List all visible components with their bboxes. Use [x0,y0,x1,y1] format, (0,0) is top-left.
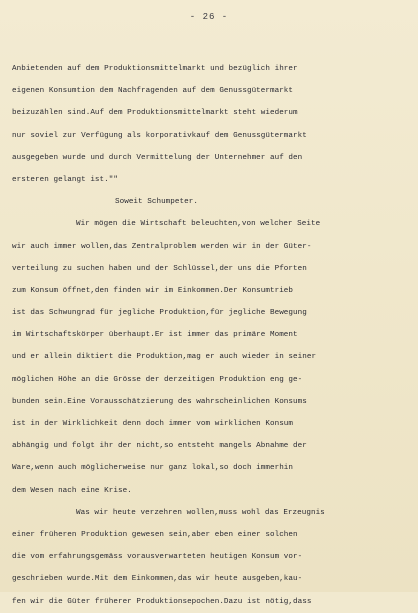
text-line: wir auch immer wollen,das Zentralproblem werden wir in der Güter- [12,242,312,251]
text-line: Was wir heute verzehren wollen,muss wohl das Erzeugnis [76,508,325,517]
text-line: abhängig und folgt ihr der nicht,so entsteht mangels Abnahme der [12,442,307,451]
text-line: im Wirtschaftskörper überhaupt.Er ist immer das primäre Moment [12,331,298,340]
text-line: die vom erfahrungsgemäss vorausverwarteten heutigen Konsum vor- [12,553,303,562]
text-line: fen wir die Güter früherer Produktionsepochen.Dazu ist nötig,dass [12,597,312,606]
text-line: eigenen Konsumtion dem Nachfragenden auf dem Genussgütermarkt [12,87,294,96]
text-line: dem Wesen nach eine Krise. [12,486,132,495]
text-line: bunden sein.Eine Vorausschätzierung des wahrscheinlichen Konsums [12,397,307,406]
text-line: zum Konsum öffnet,den finden wir im Einkommen.Der Konsumtrieb [12,286,294,295]
text-line: ersteren gelangt ist."" [12,175,118,184]
text-line: beizuzählen sind.Auf dem Produktionsmittelmarkt steht wiederum [12,109,298,118]
page-number: - 26 - [189,12,229,22]
text-line: geschrieben wurde.Mit dem Einkommen,das wir heute ausgeben,kau- [12,575,303,584]
text-line: Wir mögen die Wirtschaft beleuchten,von welcher Seite [76,220,321,229]
text-line: ausgegeben wurde und durch Vermittelung der Unternehmer auf den [12,153,303,162]
text-line: Soweit Schumpeter. [115,198,198,207]
text-line: ist das Schwungrad für jegliche Produktion,für jegliche Bewegung [12,309,307,318]
text-line: einer früheren Produktion gewesen sein,aber eben einer solchen [12,530,298,539]
text-line: verteilung zu suchen haben und der Schlüssel,der uns die Pforten [12,264,307,273]
text-line: und er allein diktiert die Produktion,mag er auch wieder in seiner [12,353,317,362]
text-line: ist in der Wirklichkeit denn doch immer vom wirklichen Konsum [12,420,294,428]
body-text [12,58,412,613]
text-line: Ware,wenn auch möglicherweise nur ganz lokal,so doch immerhin [12,464,294,473]
text-line: möglichen Höhe an die Grösse der derzeitigen Produktion eng ge- [12,375,303,384]
text-line: nur soviel zur Verfügung als korporativkauf dem Genussgütermarkt [12,131,307,140]
text-line: Anbietenden auf dem Produktionsmittelmarkt und bezüglich ihrer [12,65,298,73]
